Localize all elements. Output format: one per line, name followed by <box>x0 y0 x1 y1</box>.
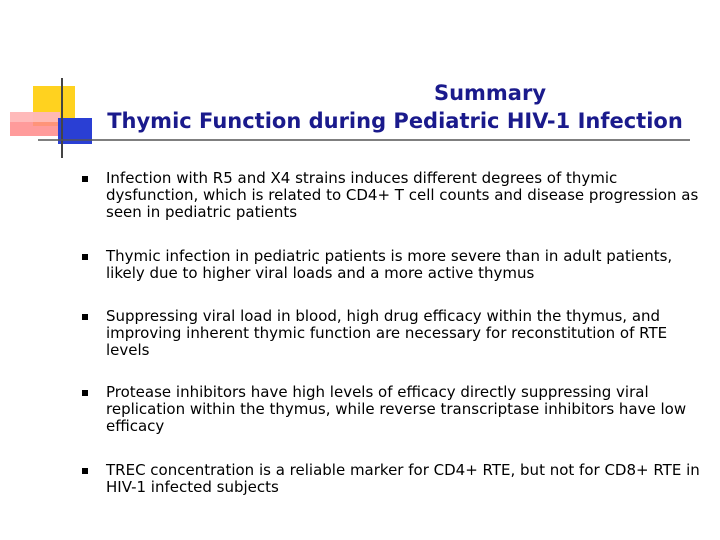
red-gradient-bar <box>10 112 60 136</box>
square-bullet-icon <box>82 254 88 260</box>
red-gradient-bar-highlight <box>10 112 60 122</box>
square-bullet-icon <box>82 468 88 474</box>
square-bullet-icon <box>82 176 88 182</box>
bullet-text: Thymic infection in pediatric patients is more severe than in adult patients, likely due to higher viral loads and a more active thymus <box>106 247 673 282</box>
bullet-text: Suppressing viral load in blood, high drug efficacy within the thymus, and improving inherent thymic function are necessary for reconstitution of RTE levels <box>106 307 668 359</box>
bullet-text: TREC concentration is a reliable marker for CD4+ RTE, but not for CD8+ RTE in HIV-1 infected subjects <box>106 461 700 496</box>
square-bullet-icon <box>82 314 88 320</box>
bullet-item <box>82 308 706 359</box>
bullet-item <box>82 248 706 282</box>
slide-title <box>95 79 695 135</box>
slide-title-line-1: Summary <box>433 81 547 105</box>
slide-title-line-2: Thymic Function during Pediatric HIV-1 Infection <box>107 109 683 133</box>
bullet-item <box>82 170 706 221</box>
bullet-text: Infection with R5 and X4 strains induces different degrees of thymic dysfunction, which is related to CD4+ T cell counts and disease progression as seen in pediatric patients <box>106 169 699 221</box>
bullet-item <box>82 384 706 435</box>
blue-square <box>58 118 92 144</box>
bullet-text: Protease inhibitors have high levels of efficacy directly suppressing viral replication within the thymus, while reverse transcriptase inhibitors have low efficacy <box>106 383 687 435</box>
bullet-item <box>82 462 706 496</box>
yellow-square <box>33 86 75 126</box>
square-bullet-icon <box>82 390 88 396</box>
